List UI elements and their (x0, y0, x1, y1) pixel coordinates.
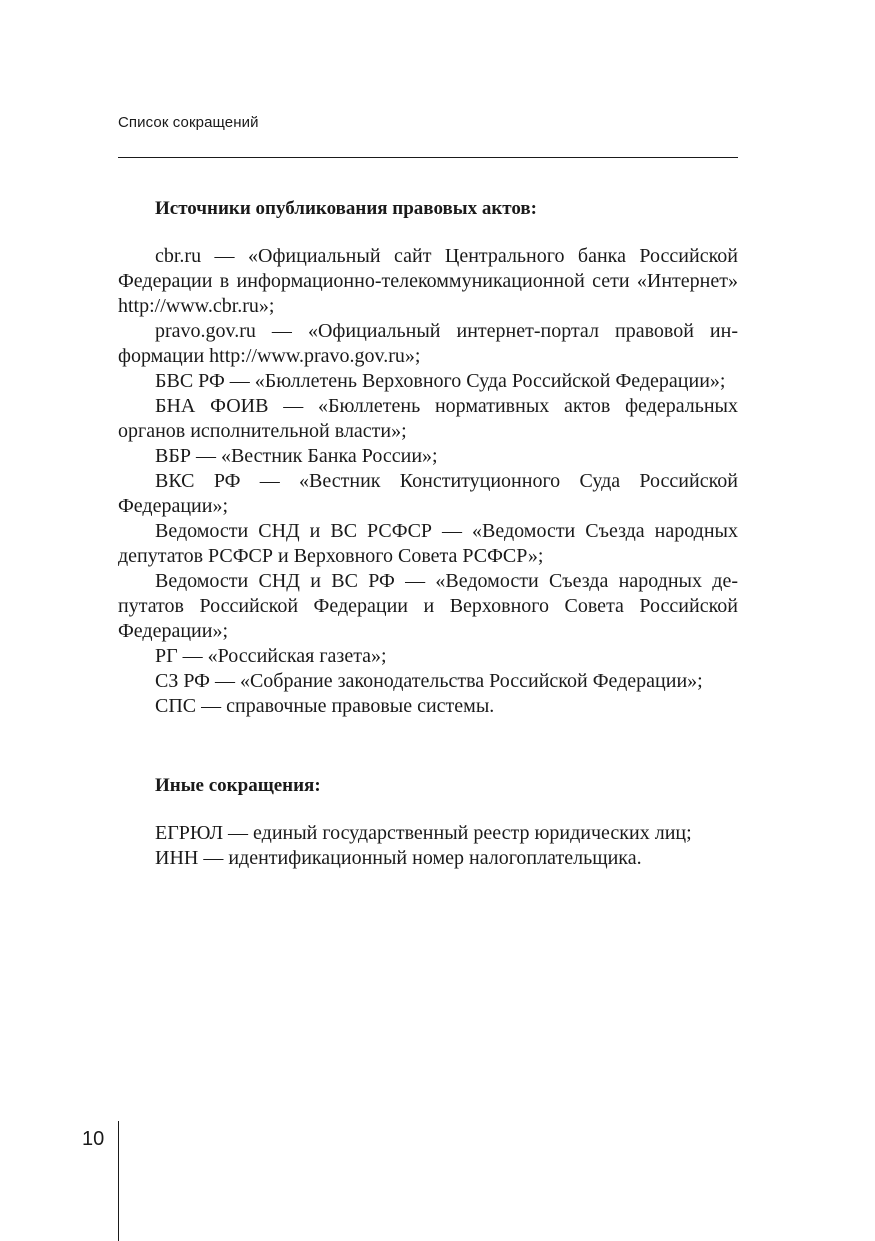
abbreviation-entry: БНА ФОИВ — «Бюллетень нормативных актов федеральных органов исполнительной власти»; (118, 395, 738, 442)
abbreviation-entry: ВКС РФ — «Вестник Конституционного Суда Российской Федерации»; (118, 470, 738, 517)
section-title: Иные сокращения: (155, 775, 321, 796)
abbreviation-entry: БВС РФ — «Бюллетень Верховного Суда Российской Федерации»; (155, 370, 726, 392)
header-divider (118, 157, 738, 158)
section-other-abbreviations (118, 767, 738, 871)
abbreviation-entry: cbr.ru — «Официальный сайт Центрального банка Российской Федерации в информационно-телекоммуникационной сети «Интернет» http://www.cbr.ru»; (118, 245, 738, 317)
page-content (118, 190, 738, 871)
abbreviation-entry: pravo.gov.ru — «Официальный интернет-портал правовой информации http://www.pravo.gov.ru»; (118, 320, 738, 367)
abbreviation-entry: ВБР — «Вестник Банка России»; (155, 445, 438, 467)
abbreviation-entry: ЕГРЮЛ — единый государственный реестр юридических лиц; (155, 822, 692, 844)
abbreviation-entry: Ведомости СНД и ВС РСФСР — «Ведомости Съезда народных депутатов РСФСР и Верховного Совета РСФСР»; (118, 520, 738, 567)
running-title: Список сокращений (118, 114, 259, 131)
margin-rule (118, 1121, 119, 1241)
page-number: 10 (82, 1128, 105, 1150)
abbreviation-entry: СЗ РФ — «Собрание законодательства Российской Федерации»; (155, 670, 703, 692)
abbreviation-entry: СПС — справочные правовые системы. (155, 695, 495, 717)
abbreviation-entry: РГ — «Российская газета»; (155, 645, 387, 667)
section-publication-sources (118, 190, 738, 719)
section-title: Источники опубликования правовых актов: (155, 198, 537, 219)
abbreviation-list (118, 821, 738, 871)
abbreviation-entry: Ведомости СНД и ВС РФ — «Ведомости Съезда народных депутатов Российской Федерации и Верховного Совета Российской Федерации»; (118, 570, 738, 642)
abbreviation-list (118, 244, 738, 719)
abbreviation-entry: ИНН — идентификационный номер налогоплательщика. (155, 847, 642, 869)
